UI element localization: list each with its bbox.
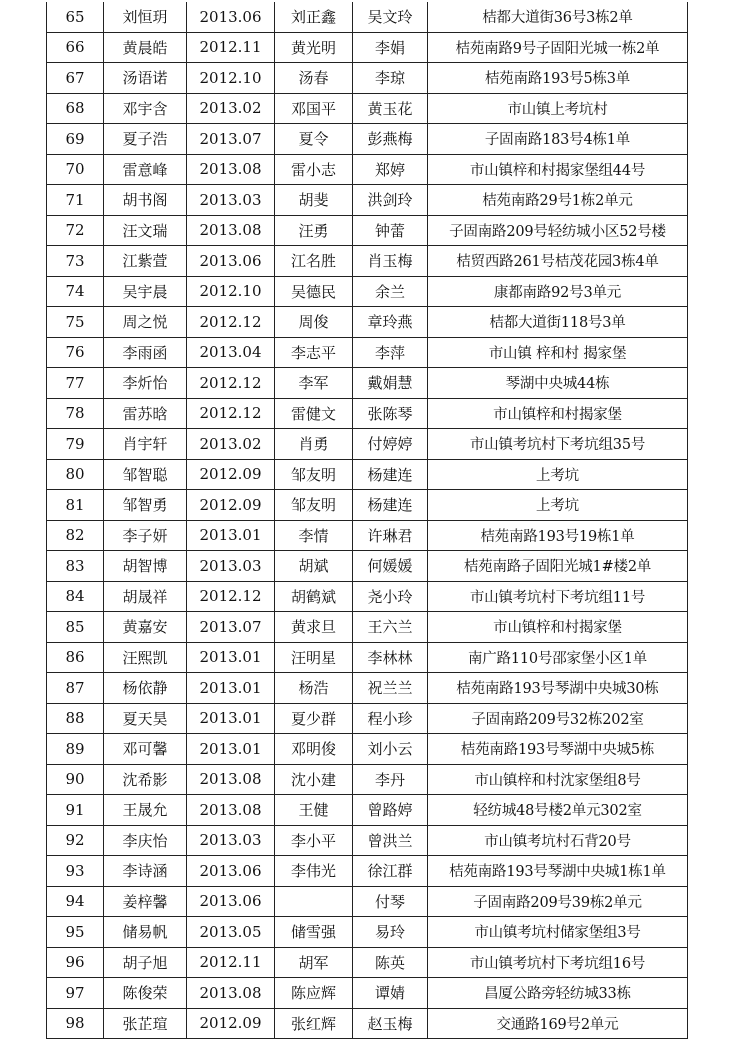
father-name-cell: 胡军 bbox=[275, 947, 353, 978]
father-name-cell: 邹友明 bbox=[275, 459, 353, 490]
birth-date-cell: 2013.01 bbox=[187, 642, 275, 673]
mother-name-cell: 杨建连 bbox=[353, 490, 428, 521]
address-cell: 上考坑 bbox=[428, 490, 688, 521]
mother-name-cell: 李丹 bbox=[353, 764, 428, 795]
table-row bbox=[47, 612, 688, 643]
father-name-cell bbox=[275, 886, 353, 917]
father-name-cell: 杨浩 bbox=[275, 673, 353, 704]
table-row bbox=[47, 246, 688, 277]
address-cell: 琴湖中央城44栋 bbox=[428, 368, 688, 399]
birth-date-cell: 2013.08 bbox=[187, 795, 275, 826]
address-cell: 桔贸西路261号桔茂花园3栋4单 bbox=[428, 246, 688, 277]
row-number-cell: 82 bbox=[47, 520, 104, 551]
mother-name-cell: 谭婧 bbox=[353, 978, 428, 1009]
row-number-cell: 96 bbox=[47, 947, 104, 978]
student-name-cell: 李诗涵 bbox=[104, 856, 187, 887]
table-row bbox=[47, 429, 688, 460]
birth-date-cell: 2013.04 bbox=[187, 337, 275, 368]
mother-name-cell: 张陈琴 bbox=[353, 398, 428, 429]
row-number-cell: 77 bbox=[47, 368, 104, 399]
row-number-cell: 83 bbox=[47, 551, 104, 582]
address-cell: 桔苑南路193号19栋1单 bbox=[428, 520, 688, 551]
student-name-cell: 汪文瑞 bbox=[104, 215, 187, 246]
row-number-cell: 80 bbox=[47, 459, 104, 490]
birth-date-cell: 2013.01 bbox=[187, 734, 275, 765]
address-cell: 市山镇梓和村揭家堡 bbox=[428, 612, 688, 643]
table-row bbox=[47, 886, 688, 917]
row-number-cell: 72 bbox=[47, 215, 104, 246]
row-number-cell: 95 bbox=[47, 917, 104, 948]
address-cell: 市山镇考坑村储家堡组3号 bbox=[428, 917, 688, 948]
row-number-cell: 94 bbox=[47, 886, 104, 917]
mother-name-cell: 程小珍 bbox=[353, 703, 428, 734]
birth-date-cell: 2012.09 bbox=[187, 490, 275, 521]
student-name-cell: 李子妍 bbox=[104, 520, 187, 551]
row-number-cell: 98 bbox=[47, 1008, 104, 1039]
mother-name-cell: 杨建连 bbox=[353, 459, 428, 490]
table-row bbox=[47, 124, 688, 155]
address-cell: 轻纺城48号楼2单元302室 bbox=[428, 795, 688, 826]
mother-name-cell: 章玲燕 bbox=[353, 307, 428, 338]
address-cell: 康都南路92号3单元 bbox=[428, 276, 688, 307]
address-cell: 上考坑 bbox=[428, 459, 688, 490]
address-cell: 桔苑南路193号琴湖中央城1栋1单 bbox=[428, 856, 688, 887]
student-name-cell: 邹智勇 bbox=[104, 490, 187, 521]
birth-date-cell: 2013.05 bbox=[187, 917, 275, 948]
table-row bbox=[47, 764, 688, 795]
father-name-cell: 汪勇 bbox=[275, 215, 353, 246]
student-roster-table bbox=[46, 2, 688, 1039]
mother-name-cell: 李娟 bbox=[353, 32, 428, 63]
row-number-cell: 91 bbox=[47, 795, 104, 826]
father-name-cell: 沈小建 bbox=[275, 764, 353, 795]
address-cell: 桔苑南路193号5栋3单 bbox=[428, 63, 688, 94]
row-number-cell: 93 bbox=[47, 856, 104, 887]
student-name-cell: 雷意峰 bbox=[104, 154, 187, 185]
table-row bbox=[47, 307, 688, 338]
father-name-cell: 夏少群 bbox=[275, 703, 353, 734]
address-cell: 市山镇 梓和村 揭家堡 bbox=[428, 337, 688, 368]
birth-date-cell: 2013.06 bbox=[187, 856, 275, 887]
birth-date-cell: 2013.08 bbox=[187, 215, 275, 246]
student-name-cell: 黄晨皓 bbox=[104, 32, 187, 63]
father-name-cell: 邓国平 bbox=[275, 93, 353, 124]
birth-date-cell: 2012.10 bbox=[187, 276, 275, 307]
mother-name-cell: 曾洪兰 bbox=[353, 825, 428, 856]
mother-name-cell: 彭燕梅 bbox=[353, 124, 428, 155]
father-name-cell: 雷小志 bbox=[275, 154, 353, 185]
address-cell: 子固南路209号32栋202室 bbox=[428, 703, 688, 734]
mother-name-cell: 肖玉梅 bbox=[353, 246, 428, 277]
row-number-cell: 78 bbox=[47, 398, 104, 429]
address-cell: 市山镇考坑村下考坑组35号 bbox=[428, 429, 688, 460]
father-name-cell: 胡鹤斌 bbox=[275, 581, 353, 612]
mother-name-cell: 尧小玲 bbox=[353, 581, 428, 612]
table-row bbox=[47, 856, 688, 887]
row-number-cell: 70 bbox=[47, 154, 104, 185]
student-name-cell: 雷苏晗 bbox=[104, 398, 187, 429]
table-row bbox=[47, 2, 688, 32]
birth-date-cell: 2013.01 bbox=[187, 703, 275, 734]
father-name-cell: 邹友明 bbox=[275, 490, 353, 521]
birth-date-cell: 2013.02 bbox=[187, 93, 275, 124]
student-name-cell: 汤语诺 bbox=[104, 63, 187, 94]
student-name-cell: 姜梓馨 bbox=[104, 886, 187, 917]
birth-date-cell: 2012.10 bbox=[187, 63, 275, 94]
row-number-cell: 76 bbox=[47, 337, 104, 368]
address-cell: 桔苑南路9号子固阳光城一栋2单 bbox=[428, 32, 688, 63]
father-name-cell: 汪明星 bbox=[275, 642, 353, 673]
student-name-cell: 陈俊荣 bbox=[104, 978, 187, 1009]
row-number-cell: 79 bbox=[47, 429, 104, 460]
mother-name-cell: 戴娟慧 bbox=[353, 368, 428, 399]
father-name-cell: 刘正鑫 bbox=[275, 2, 353, 32]
row-number-cell: 74 bbox=[47, 276, 104, 307]
birth-date-cell: 2013.06 bbox=[187, 2, 275, 32]
table-row bbox=[47, 825, 688, 856]
table-row bbox=[47, 520, 688, 551]
address-cell: 市山镇梓和村揭家堡 bbox=[428, 398, 688, 429]
birth-date-cell: 2013.03 bbox=[187, 551, 275, 582]
father-name-cell: 夏令 bbox=[275, 124, 353, 155]
row-number-cell: 73 bbox=[47, 246, 104, 277]
birth-date-cell: 2013.08 bbox=[187, 764, 275, 795]
student-name-cell: 胡智博 bbox=[104, 551, 187, 582]
mother-name-cell: 陈英 bbox=[353, 947, 428, 978]
table-row bbox=[47, 917, 688, 948]
father-name-cell: 张红辉 bbox=[275, 1008, 353, 1039]
mother-name-cell: 祝兰兰 bbox=[353, 673, 428, 704]
birth-date-cell: 2013.07 bbox=[187, 124, 275, 155]
row-number-cell: 89 bbox=[47, 734, 104, 765]
father-name-cell: 储雪强 bbox=[275, 917, 353, 948]
table-row bbox=[47, 978, 688, 1009]
birth-date-cell: 2012.12 bbox=[187, 398, 275, 429]
row-number-cell: 92 bbox=[47, 825, 104, 856]
father-name-cell: 陈应辉 bbox=[275, 978, 353, 1009]
row-number-cell: 97 bbox=[47, 978, 104, 1009]
birth-date-cell: 2013.08 bbox=[187, 978, 275, 1009]
address-cell: 桔苑南路193号琴湖中央城5栋 bbox=[428, 734, 688, 765]
row-number-cell: 69 bbox=[47, 124, 104, 155]
row-number-cell: 67 bbox=[47, 63, 104, 94]
student-name-cell: 李炘怡 bbox=[104, 368, 187, 399]
student-name-cell: 胡书阁 bbox=[104, 185, 187, 216]
mother-name-cell: 何媛媛 bbox=[353, 551, 428, 582]
mother-name-cell: 许琳君 bbox=[353, 520, 428, 551]
table-row bbox=[47, 795, 688, 826]
table-row bbox=[47, 337, 688, 368]
table-row bbox=[47, 32, 688, 63]
birth-date-cell: 2012.12 bbox=[187, 368, 275, 399]
row-number-cell: 81 bbox=[47, 490, 104, 521]
table-row bbox=[47, 215, 688, 246]
mother-name-cell: 刘小云 bbox=[353, 734, 428, 765]
father-name-cell: 李军 bbox=[275, 368, 353, 399]
father-name-cell: 胡斐 bbox=[275, 185, 353, 216]
student-name-cell: 吴宇晨 bbox=[104, 276, 187, 307]
student-name-cell: 江紫萱 bbox=[104, 246, 187, 277]
row-number-cell: 90 bbox=[47, 764, 104, 795]
father-name-cell: 黄光明 bbox=[275, 32, 353, 63]
mother-name-cell: 王六兰 bbox=[353, 612, 428, 643]
student-name-cell: 张芷瑄 bbox=[104, 1008, 187, 1039]
table-row bbox=[47, 581, 688, 612]
table-row bbox=[47, 185, 688, 216]
birth-date-cell: 2012.12 bbox=[187, 581, 275, 612]
student-name-cell: 周之悦 bbox=[104, 307, 187, 338]
student-name-cell: 杨依静 bbox=[104, 673, 187, 704]
table-row bbox=[47, 490, 688, 521]
birth-date-cell: 2012.09 bbox=[187, 459, 275, 490]
mother-name-cell: 余兰 bbox=[353, 276, 428, 307]
mother-name-cell: 吴文玲 bbox=[353, 2, 428, 32]
father-name-cell: 李伟光 bbox=[275, 856, 353, 887]
mother-name-cell: 易玲 bbox=[353, 917, 428, 948]
birth-date-cell: 2013.03 bbox=[187, 825, 275, 856]
student-name-cell: 刘恒玥 bbox=[104, 2, 187, 32]
father-name-cell: 王健 bbox=[275, 795, 353, 826]
student-name-cell: 邹智聪 bbox=[104, 459, 187, 490]
table-row bbox=[47, 703, 688, 734]
father-name-cell: 黄求旦 bbox=[275, 612, 353, 643]
birth-date-cell: 2012.12 bbox=[187, 307, 275, 338]
mother-name-cell: 李萍 bbox=[353, 337, 428, 368]
address-cell: 桔苑南路子固阳光城1#楼2单 bbox=[428, 551, 688, 582]
father-name-cell: 汤春 bbox=[275, 63, 353, 94]
mother-name-cell: 黄玉花 bbox=[353, 93, 428, 124]
table-row bbox=[47, 1008, 688, 1039]
student-name-cell: 夏子浩 bbox=[104, 124, 187, 155]
father-name-cell: 邓明俊 bbox=[275, 734, 353, 765]
student-name-cell: 汪熙凯 bbox=[104, 642, 187, 673]
row-number-cell: 65 bbox=[47, 2, 104, 32]
address-cell: 桔都大道街36号3栋2单 bbox=[428, 2, 688, 32]
father-name-cell: 肖勇 bbox=[275, 429, 353, 460]
table-row bbox=[47, 947, 688, 978]
birth-date-cell: 2012.11 bbox=[187, 32, 275, 63]
row-number-cell: 71 bbox=[47, 185, 104, 216]
table-row bbox=[47, 154, 688, 185]
student-name-cell: 黄嘉安 bbox=[104, 612, 187, 643]
student-name-cell: 储易帆 bbox=[104, 917, 187, 948]
birth-date-cell: 2013.07 bbox=[187, 612, 275, 643]
birth-date-cell: 2013.02 bbox=[187, 429, 275, 460]
address-cell: 子固南路209号轻纺城小区52号楼 bbox=[428, 215, 688, 246]
address-cell: 昌厦公路旁轻纺城33栋 bbox=[428, 978, 688, 1009]
birth-date-cell: 2012.09 bbox=[187, 1008, 275, 1039]
birth-date-cell: 2013.01 bbox=[187, 520, 275, 551]
birth-date-cell: 2012.11 bbox=[187, 947, 275, 978]
student-name-cell: 胡晟祥 bbox=[104, 581, 187, 612]
row-number-cell: 84 bbox=[47, 581, 104, 612]
mother-name-cell: 李林林 bbox=[353, 642, 428, 673]
row-number-cell: 87 bbox=[47, 673, 104, 704]
father-name-cell: 李志平 bbox=[275, 337, 353, 368]
table-row bbox=[47, 734, 688, 765]
address-cell: 市山镇考坑村石背20号 bbox=[428, 825, 688, 856]
table-row bbox=[47, 398, 688, 429]
row-number-cell: 88 bbox=[47, 703, 104, 734]
father-name-cell: 周俊 bbox=[275, 307, 353, 338]
birth-date-cell: 2013.06 bbox=[187, 886, 275, 917]
table-row bbox=[47, 368, 688, 399]
father-name-cell: 胡斌 bbox=[275, 551, 353, 582]
father-name-cell: 李小平 bbox=[275, 825, 353, 856]
student-name-cell: 邓宇含 bbox=[104, 93, 187, 124]
row-number-cell: 68 bbox=[47, 93, 104, 124]
father-name-cell: 江名胜 bbox=[275, 246, 353, 277]
address-cell: 桔苑南路193号琴湖中央城30栋 bbox=[428, 673, 688, 704]
birth-date-cell: 2013.06 bbox=[187, 246, 275, 277]
student-name-cell: 胡子旭 bbox=[104, 947, 187, 978]
student-name-cell: 李庆怡 bbox=[104, 825, 187, 856]
student-name-cell: 沈希影 bbox=[104, 764, 187, 795]
address-cell: 交通路169号2单元 bbox=[428, 1008, 688, 1039]
mother-name-cell: 钟蕾 bbox=[353, 215, 428, 246]
mother-name-cell: 徐江群 bbox=[353, 856, 428, 887]
mother-name-cell: 郑婷 bbox=[353, 154, 428, 185]
father-name-cell: 吴德民 bbox=[275, 276, 353, 307]
address-cell: 市山镇考坑村下考坑组11号 bbox=[428, 581, 688, 612]
mother-name-cell: 赵玉梅 bbox=[353, 1008, 428, 1039]
address-cell: 市山镇考坑村下考坑组16号 bbox=[428, 947, 688, 978]
birth-date-cell: 2013.08 bbox=[187, 154, 275, 185]
table-row bbox=[47, 459, 688, 490]
address-cell: 市山镇梓和村沈家堡组8号 bbox=[428, 764, 688, 795]
roster-body bbox=[47, 2, 688, 1039]
table-row bbox=[47, 93, 688, 124]
row-number-cell: 86 bbox=[47, 642, 104, 673]
student-name-cell: 肖宇轩 bbox=[104, 429, 187, 460]
table-row bbox=[47, 673, 688, 704]
mother-name-cell: 洪剑玲 bbox=[353, 185, 428, 216]
mother-name-cell: 李琼 bbox=[353, 63, 428, 94]
mother-name-cell: 付婷婷 bbox=[353, 429, 428, 460]
address-cell: 南广路110号邵家堡小区1单 bbox=[428, 642, 688, 673]
address-cell: 子固南路209号39栋2单元 bbox=[428, 886, 688, 917]
row-number-cell: 85 bbox=[47, 612, 104, 643]
row-number-cell: 66 bbox=[47, 32, 104, 63]
table-row bbox=[47, 63, 688, 94]
student-name-cell: 夏天昊 bbox=[104, 703, 187, 734]
row-number-cell: 75 bbox=[47, 307, 104, 338]
address-cell: 市山镇梓和村揭家堡组44号 bbox=[428, 154, 688, 185]
address-cell: 子固南路183号4栋1单 bbox=[428, 124, 688, 155]
mother-name-cell: 曾路婷 bbox=[353, 795, 428, 826]
birth-date-cell: 2013.01 bbox=[187, 673, 275, 704]
table-row bbox=[47, 276, 688, 307]
address-cell: 桔苑南路29号1栋2单元 bbox=[428, 185, 688, 216]
mother-name-cell: 付琴 bbox=[353, 886, 428, 917]
student-name-cell: 王晟允 bbox=[104, 795, 187, 826]
father-name-cell: 李情 bbox=[275, 520, 353, 551]
birth-date-cell: 2013.03 bbox=[187, 185, 275, 216]
student-name-cell: 李雨函 bbox=[104, 337, 187, 368]
table-row bbox=[47, 642, 688, 673]
table-row bbox=[47, 551, 688, 582]
address-cell: 桔都大道街118号3单 bbox=[428, 307, 688, 338]
student-name-cell: 邓可馨 bbox=[104, 734, 187, 765]
address-cell: 市山镇上考坑村 bbox=[428, 93, 688, 124]
father-name-cell: 雷健文 bbox=[275, 398, 353, 429]
